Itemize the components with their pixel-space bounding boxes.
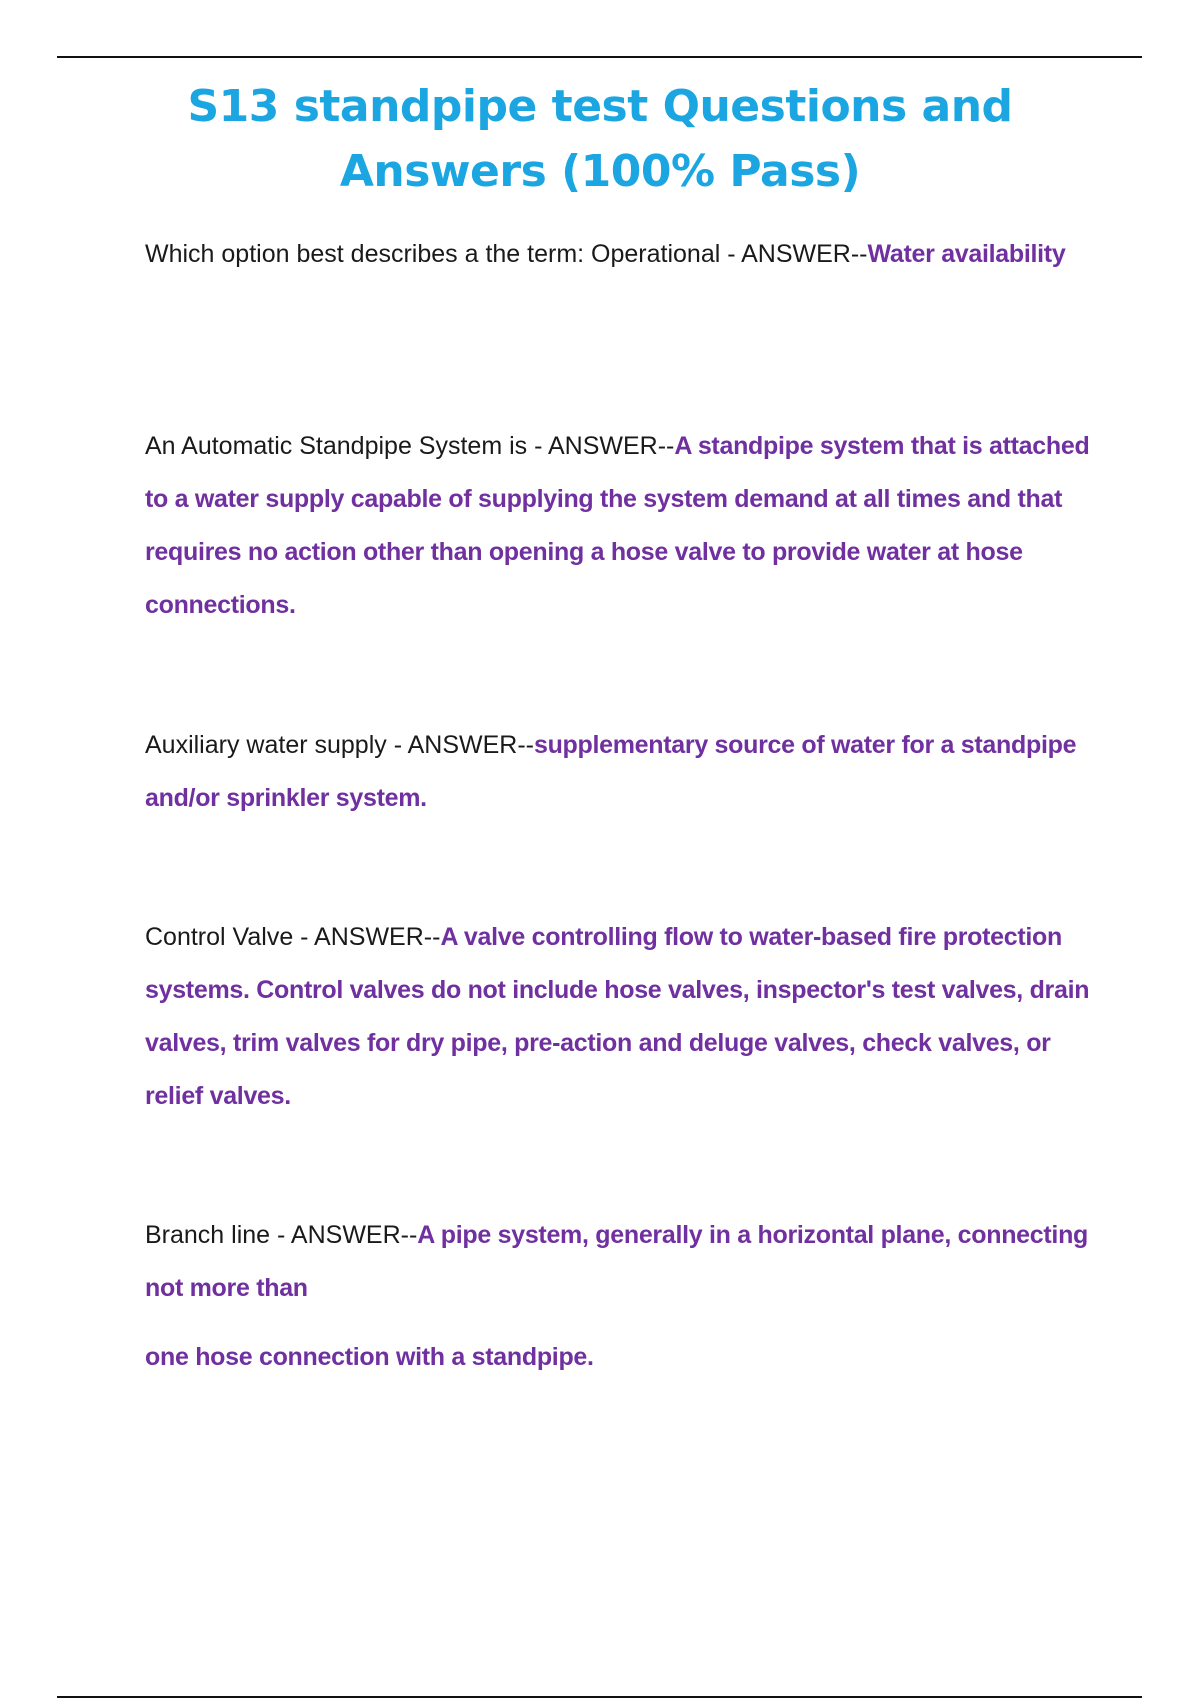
title-line-1: S13 standpipe test Questions and xyxy=(187,81,1013,132)
qa-item-automatic-standpipe xyxy=(145,420,1090,632)
question-text: Which option best describes a the term: Operational - ANSWER-- xyxy=(145,240,868,268)
question-text: Auxiliary water supply - ANSWER-- xyxy=(145,731,534,759)
qa-item-branch-line xyxy=(145,1209,1090,1315)
top-rule xyxy=(57,56,1142,58)
bottom-rule xyxy=(57,1696,1142,1698)
qa-item-auxiliary-water xyxy=(145,719,1090,825)
answer-text: A pipe system, generally in a horizontal plane, connecting not more than xyxy=(145,1221,1089,1302)
answer-text: supplementary source of water for a standpipe and/or sprinkler system. xyxy=(145,731,1077,812)
qa-item-branch-line-continued xyxy=(145,1331,1090,1384)
page-title xyxy=(0,74,1200,204)
question-text: Branch line - ANSWER-- xyxy=(145,1221,418,1249)
answer-text-continued: one hose connection with a standpipe. xyxy=(145,1343,594,1371)
question-text: Control Valve - ANSWER-- xyxy=(145,923,441,951)
title-line-2: Answers (100% Pass) xyxy=(339,146,861,197)
question-text: An Automatic Standpipe System is - ANSWER-- xyxy=(145,432,675,460)
answer-text: A standpipe system that is attached to a water supply capable of supplying the system demand at all times and that requires no action other than opening a hose valve to provide water at hose connections. xyxy=(145,432,1090,619)
answer-text: Water availability xyxy=(867,240,1066,268)
answer-text: A valve controlling flow to water-based fire protection systems. Control valves do not include hose valves, inspector's test valves, drain valves, trim valves for dry pipe, pre-action and deluge valves, check valves, or relief valves. xyxy=(145,923,1090,1110)
qa-item-control-valve xyxy=(145,911,1090,1123)
qa-item-operational xyxy=(145,228,1090,281)
